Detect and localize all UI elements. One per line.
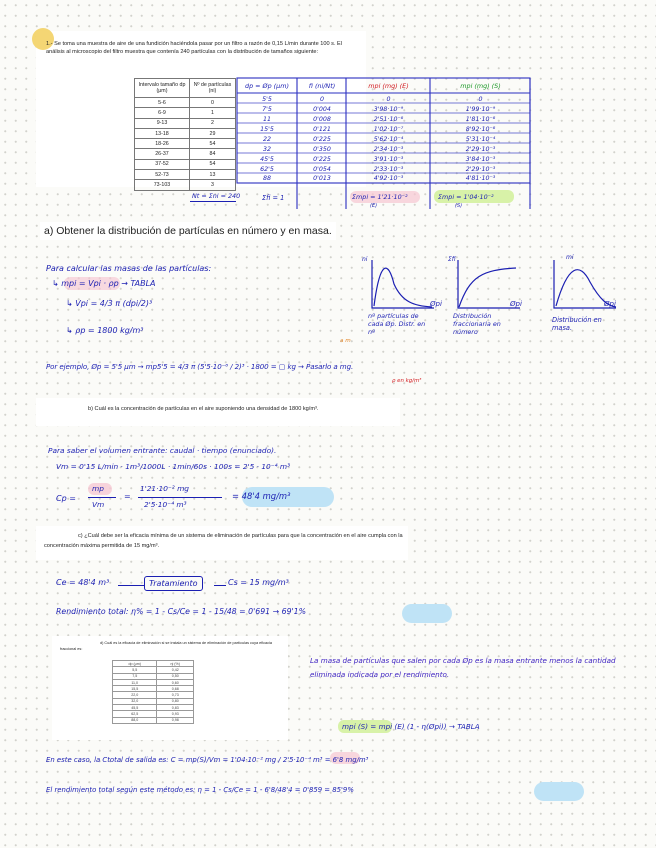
hand-cell: 0'013 — [313, 175, 331, 182]
part-d-formula: mpi (S) = mpi (E) (1 - η(Øpi)) → TABLA — [342, 722, 480, 731]
graph2-caption: Distribución fraccionaria en número — [453, 312, 501, 336]
table-row: 45,5 0,83 — [113, 705, 194, 711]
table-row: 7,5 0,50 — [113, 673, 194, 679]
part-b-val-bot: 2'5·10⁻⁴ m³ — [144, 500, 187, 509]
hand-cell: 0'054 — [313, 166, 331, 173]
part-a-line2: ↳ mpi = Vpi · ρp → TABLA — [52, 279, 156, 288]
table-row: 62,5 0,93 — [113, 711, 194, 717]
part-a-example: Por ejemplo, Øp = 5'5 μm → mp5'5 = 4/3 π (5'5·10⁻⁶ / 2)³ · 1800 = ▢ kg → Pasarlo a mg. — [46, 362, 354, 371]
graph3-xlabel: Øpi — [604, 300, 616, 308]
hand-header-mpi-s: mpi (mg) (S) — [460, 82, 501, 90]
hand-cell: 0 — [386, 96, 391, 103]
hand-cell: 0 — [319, 96, 324, 103]
hand-cell: 45'5 — [260, 156, 274, 163]
hand-cell: 4'92·10⁻³ — [373, 175, 404, 182]
hand-cell: 0'225 — [313, 156, 331, 163]
hand-cell: 0'008 — [313, 116, 331, 123]
part-b-val-top: 1'21·10⁻² mg — [140, 484, 189, 493]
part-d-line-c: En este caso, la Ctotal de salida es: C = mp(S)/Vm = 1'04·10⁻² mg / 2'5·10⁻⁴ m³ = 6'8 mg/m³ — [46, 756, 369, 764]
table-header: dp (μm) — [113, 661, 157, 667]
table-row: 15,5 0,68 — [113, 686, 194, 692]
hand-cell: 2'33·10⁻³ — [373, 166, 404, 173]
part-a-line3: ↳ Vpi = 4/3 π (dpi/2)³ — [66, 299, 153, 308]
part-b-val-line — [138, 497, 222, 498]
graph1-ylabel: ni — [362, 256, 368, 263]
table-row: 5,5 0,42 — [113, 667, 194, 673]
graph2-xlabel: Øpi — [510, 300, 522, 308]
table-row: 26-37 84 — [135, 149, 236, 159]
hand-cell: 0 — [478, 96, 483, 103]
hand-cell: 62'5 — [260, 166, 274, 173]
hand-cell: 5'5 — [262, 96, 272, 103]
hand-cell: 1'81·10⁻⁸ — [465, 116, 496, 123]
graph3-caption: Distribución en masa. — [552, 316, 602, 332]
part-b-cp-label: Cp = — [56, 494, 76, 503]
sum-mass-out-sub: (S) — [455, 203, 463, 209]
problem-statement-text: 1.- Se toma una muestra de aire de una fundición haciéndola pasar por un filtro a razón de 0,15 L/min durante 100 s. El análisis al microscopio del filtro muestra que contenía 240 partículas con la distribución de tamaños siguiente: — [46, 41, 343, 56]
hand-cell: 3'84·10⁻³ — [465, 156, 496, 163]
hand-cell: 0'350 — [313, 146, 331, 153]
graph3-ylabel: mi — [566, 254, 574, 261]
part-c-rend: Rendimiento total: η% = 1 - Cs/Ce = 1 - 15/48 = 0'691 → 69'1% — [56, 607, 307, 616]
treatment-box: Tratamiento — [144, 576, 203, 591]
hand-cell: 15'5 — [260, 126, 274, 133]
hand-cell: 5'62·10⁻⁴ — [373, 136, 404, 143]
sum-mass-in-sub: (E) — [370, 203, 378, 209]
graph1-caption: nº partículas de cada Øp. Distr. en nº — [368, 312, 426, 336]
table-header: Intervalo tamaño dp (μm) — [135, 79, 190, 98]
part-c-arrow-1 — [118, 585, 144, 586]
total-particles: Nt = Σni = 240 — [192, 192, 241, 200]
table-row: 52-73 13 — [135, 170, 236, 180]
part-b-frac-top: mp — [92, 484, 104, 493]
table-header: Nº de partículas (ni) — [189, 79, 235, 98]
hand-cell: 3'91·10⁻³ — [373, 156, 404, 163]
part-a-line4: ↳ ρp = 1800 kg/m³ — [66, 326, 144, 335]
part-a-title: a) Obtener la distribución de partículas en número y en masa. — [44, 225, 332, 237]
annotation-kg: ρ en kg/m³ — [392, 378, 422, 384]
hand-cell: 2'29·10⁻³ — [465, 166, 496, 173]
part-b-title: b) Cuál es la concentración de partículas en el aire suponiendo una densidad de 1800 kg/m³. — [88, 406, 319, 412]
efficiency-table — [112, 660, 194, 724]
graph2-ylabel: Σfi — [448, 256, 456, 263]
hand-cell: 88 — [262, 175, 271, 182]
hand-header-dp: dp = Øp (μm) — [245, 82, 289, 90]
hand-cell: 5'31·10⁻⁴ — [465, 136, 496, 143]
part-a-line1: Para calcular las masas de las partículas: — [46, 264, 212, 273]
hand-header-fi: fi (ni/Nt) — [308, 82, 336, 90]
part-c-title: c) ¿Cuál debe ser la eficacia mínima de un sistema de eliminación de partículas para que la concentración en el aire cumpla con la concentración máxima permitida de 15 mg/m³. — [44, 533, 403, 549]
part-d-title: d) Cuál es la eficacia de eliminación si se instala un sistema de eliminación de partículas cuya eficacia fraccional es: — [60, 641, 273, 651]
graph1-xlabel: Øpi — [430, 300, 442, 308]
hand-cell: 11 — [262, 116, 271, 123]
table-row: 73-103 3 — [135, 180, 236, 190]
part-b-frac-bot: Vm — [92, 500, 105, 509]
part-b-result: = 48'4 mg/m³ — [232, 491, 291, 501]
graph1-curve — [374, 268, 432, 307]
table-row: 22,0 0,73 — [113, 692, 194, 698]
sum-fi: Σfi = 1 — [262, 194, 285, 202]
part-b-equals: = — [124, 492, 131, 501]
table-row: 6-9 1 — [135, 108, 236, 118]
table-row: 5-6 0 — [135, 98, 236, 108]
part-b-line1: Para saber el volumen entrante: caudal · tiempo (enunciado). — [48, 446, 277, 455]
hand-cell: 0'225 — [313, 136, 331, 143]
table-row: 32,0 0,80 — [113, 698, 194, 704]
table-row: 13-18 29 — [135, 128, 236, 138]
hand-cell: 0'004 — [313, 106, 331, 113]
part-b-frac-line — [88, 497, 116, 498]
part-d-explain: La masa de partículas que salen por cada Øp es la masa entrante menos la cantidad eliminada indicada por el rendimiento. — [310, 656, 616, 679]
table-row: 37-52 54 — [135, 159, 236, 169]
hand-cell: 2'34·10⁻³ — [373, 146, 404, 153]
hand-cell: 2'29·10⁻³ — [465, 146, 496, 153]
total-particles-underline — [190, 201, 236, 202]
hand-cell: 0'121 — [313, 126, 331, 133]
distribution-graphs — [354, 254, 634, 354]
sum-mass-in: Σmpi = 1'21·10⁻² — [352, 193, 408, 201]
part-c-cs: Cs = 15 mg/m³ — [228, 578, 289, 587]
problem-size-table — [134, 78, 236, 191]
hand-cell: 3'98·10⁻⁹ — [373, 106, 404, 113]
table-row: 88,0 0,98 — [113, 717, 194, 723]
hand-cell: 22 — [262, 136, 271, 143]
graph2-curve — [459, 268, 516, 307]
part-c-ce: Ce = 48'4 m³ — [56, 578, 110, 587]
hand-header-mpi-e: mpi (mg) (E) — [368, 82, 409, 90]
hand-cell: 4'81·10⁻³ — [465, 175, 496, 182]
hand-cell: 1'99·10⁻⁹ — [465, 106, 496, 113]
graph1-axes — [372, 260, 434, 308]
table-row: 9-13 2 — [135, 118, 236, 128]
table-row: 18-26 54 — [135, 139, 236, 149]
part-c-arrow-2 — [214, 585, 226, 586]
hand-cell: 32 — [262, 146, 271, 153]
table-row: 11,0 0,60 — [113, 679, 194, 685]
annotation-a-m: a m — [340, 338, 351, 344]
sum-mass-out: Σmpi = 1'04·10⁻² — [438, 193, 494, 201]
table-header: ηi (%) — [157, 661, 194, 667]
hand-cell: 7'5 — [262, 106, 272, 113]
part-b-line2: Vm = 0'15 L/min · 1m³/1000L · 1min/60s · 100s = 2'5 · 10⁻⁴ m³ — [56, 462, 291, 471]
hand-cell: 8'92·10⁻⁸ — [465, 126, 496, 133]
hand-cell: 2'51·10⁻⁸ — [373, 116, 404, 123]
hand-cell: 1'02·10⁻⁷ — [373, 126, 404, 133]
rend-d-highlight — [534, 782, 584, 801]
rend-result-highlight — [402, 604, 452, 623]
part-d-line-r: El rendimiento total según este método es: η = 1 - Cs/Ce = 1 - 6'8/48'4 = 0'859 = 85'9% — [46, 786, 354, 794]
